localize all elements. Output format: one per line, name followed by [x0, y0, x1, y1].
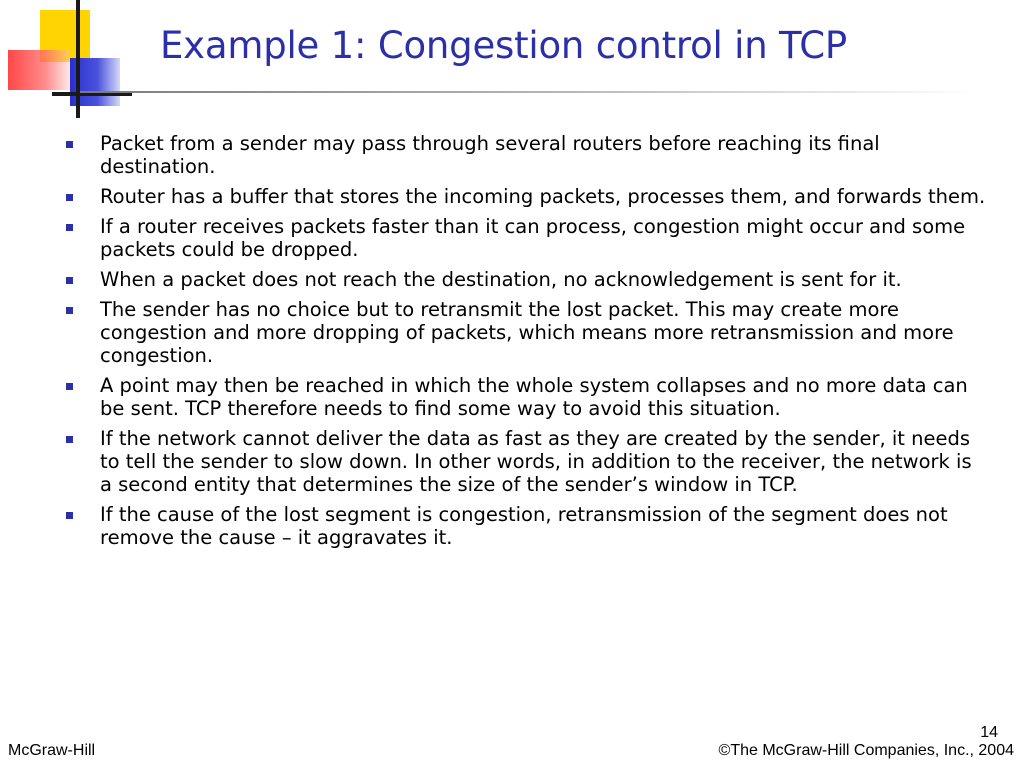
page-number: 14 [980, 724, 998, 741]
slide-title: Example 1: Congestion control in TCP [160, 24, 848, 67]
bullet-text: Packet from a sender may pass through several routers before reaching its final destination. [100, 132, 880, 178]
bullet-item [62, 427, 987, 496]
logo-vertical-line [76, 0, 80, 118]
bullet-square-icon [66, 436, 73, 443]
bullet-text: The sender has no choice but to retransmit the lost packet. This may create more congestion and more dropping of packets, which means more retransmission and more congestion. [100, 298, 954, 367]
bullet-item [62, 503, 987, 549]
footer-copyright: ©The McGraw-Hill Companies, Inc., 2004 [718, 742, 1014, 759]
bullet-square-icon [66, 383, 73, 390]
bullet-text: A point may then be reached in which the whole system collapses and no more data can be sent. TCP therefore needs to find some way to avoid this situation. [100, 374, 968, 420]
bullet-square-icon [66, 307, 73, 314]
bullet-square-icon [66, 194, 73, 201]
logo-red-square [8, 50, 70, 90]
bullet-text: If the network cannot deliver the data as fast as they are created by the sender, it needs to tell the sender to slow down. In other words, in addition to the receiver, the network is a second entity that determines the size of the sender’s window in TCP. [100, 427, 972, 496]
bullet-item [62, 215, 987, 261]
bullet-item [62, 374, 987, 420]
bullet-list [62, 132, 987, 556]
title-divider [80, 91, 980, 93]
footer-publisher: McGraw-Hill [8, 742, 96, 759]
slide-logo-decoration [0, 0, 140, 120]
bullet-item [62, 132, 987, 178]
bullet-text: If the cause of the lost segment is congestion, retransmission of the segment does not remove the cause – it aggravates it. [100, 503, 948, 549]
bullet-item [62, 298, 987, 367]
bullet-item [62, 268, 987, 291]
bullet-square-icon [66, 277, 73, 284]
bullet-item [62, 185, 987, 208]
bullet-text: Router has a buffer that stores the incoming packets, processes them, and forwards them. [100, 185, 986, 208]
bullet-square-icon [66, 224, 73, 231]
bullet-text: When a packet does not reach the destination, no acknowledgement is sent for it. [100, 268, 902, 291]
bullet-square-icon [66, 141, 73, 148]
bullet-text: If a router receives packets faster than it can process, congestion might occur and some packets could be dropped. [100, 215, 966, 261]
bullet-square-icon [66, 512, 73, 519]
